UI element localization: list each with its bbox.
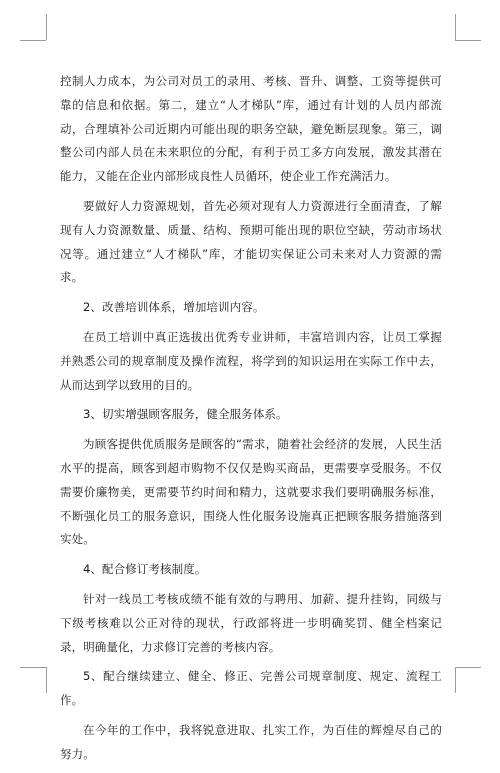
crop-mark-bottom-right-v (455, 667, 456, 693)
paragraph-text: 在今年的工作中，我将锐意进取、扎实工作，为百佳的辉煌尽自己的努力。 (60, 722, 442, 761)
crop-mark-top-right-h (455, 40, 481, 41)
section-heading: 5、配合继续建立、健全、修正、完善公司规章制度、规定、流程工作。 (60, 669, 442, 708)
crop-mark-bottom-left-h (20, 667, 46, 668)
section-heading: 2、改善培训体系，增加培训内容。 (83, 300, 265, 315)
crop-mark-bottom-right-h (455, 667, 481, 668)
crop-mark-bottom-left-v (46, 667, 47, 693)
section-heading: 3、切实增强顾客服务，健全服务体系。 (83, 407, 288, 422)
paragraph-text: 针对一线员工考核成绩不能有效的与聘用、加薪、提升挂钩，同级与下级考核难以公正对待的现状，行政部将进一步明确奖罚、健全档案记录，明确量化，力求修订完善的考核内容。 (60, 591, 442, 654)
crop-mark-top-left-v (46, 14, 47, 40)
crop-mark-top-left-h (20, 40, 46, 41)
paragraph-text: 在员工培训中真正选拔出优秀专业讲师，丰富培训内容，让员工掌握并熟悉公司的规章制度及操作流程，将学到的知识运用在实际工作中去，从而达到学以致用的目的。 (60, 329, 442, 392)
paragraph-text: 为顾客提供优质服务是顾客的“需求，随着社会经济的发展，人民生活水平的提高，顾客到超市购物不仅仅是购买商品，更需要享受服务。不仅需要价廉物美，更需要节约时间和精力，这就要求我们要明确服务标准，不断强化员工的服务意识，围绕人性化服务设施真正把顾客服务措施落到实处。 (60, 437, 442, 547)
crop-mark-top-right-v (455, 14, 456, 40)
document-body (60, 70, 442, 773)
section-heading: 4、配合修订考核制度。 (83, 562, 207, 577)
paragraph-text: 要做好人力资源规划，首先必须对现有人力资源进行全面清查，了解现有人力资源数量、质量、结构、预期可能出现的职位空缺，劳动市场状况等。通过建立“人才梯队”库，才能切实保证公司未来对人力资源的需求。 (60, 198, 442, 285)
paragraph-text: 控制人力成本，为公司对员工的录用、考核、晋升、调整、工资等提供可靠的信息和依据。第二，建立“人才梯队”库，通过有计划的人员内部流动，合理填补公司近期内可能出现的职务空缺，避免断层现象。第三，调整公司内部人员在未来职位的分配，有利于员工多方向发展，激发其潜在能力，又能在企业内部形成良性人员循环，使企业工作充满活力。 (60, 74, 442, 184)
